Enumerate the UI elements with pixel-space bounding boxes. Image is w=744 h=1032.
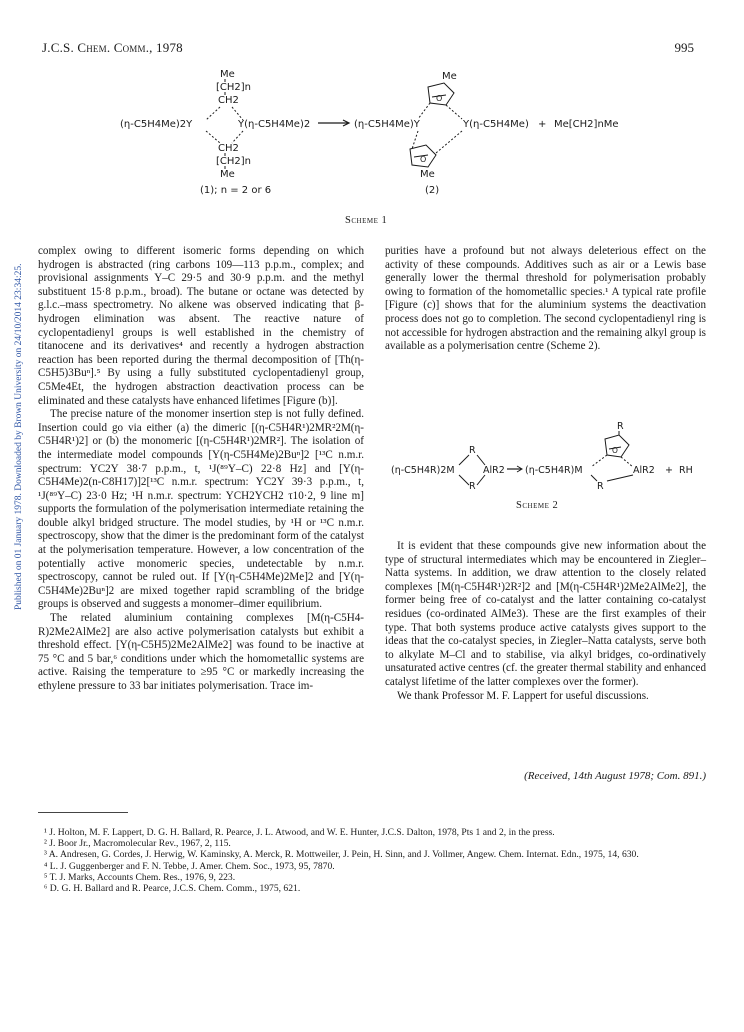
s1-top-ring-oxygen-label: O bbox=[436, 94, 443, 103]
right-paragraph-1: purities have a profound but not always deleterious effect on the activity of these compounds. Additives such as air or a Lewis base generally lower the thermal threshold for polymerisation probably owing to formation of the homometallic species.¹ A typical rate profile [Figure (c)] shows that for the aluminium systems the deactivation process does not go to completion. The second cyclopentadienyl ring is not accessible for hydrogen abstraction and the remaining alkyl group is available as a polymerisation centre (Scheme 2). bbox=[385, 245, 706, 353]
s1-left-ch2-top: CH2 bbox=[218, 95, 239, 106]
s1-compound1-label: (1); n = 2 or 6 bbox=[200, 185, 272, 196]
scheme-2-caption: Scheme 2 bbox=[516, 500, 559, 511]
scheme-1-caption: Scheme 1 bbox=[345, 215, 388, 226]
s1-left-ch2-bottom: CH2 bbox=[218, 143, 239, 154]
s1-bottom-ring-oxygen-label: O bbox=[420, 155, 427, 164]
s1-product-right: Y(η-C5H4Me) bbox=[463, 119, 529, 130]
footnote-divider bbox=[38, 812, 128, 813]
reference-3: ³ A. Andresen, G. Cordes, J. Herwig, W. Kaminsky, A. Merck, R. Mottweiler, J. Pein, H. Sinn, and J. Vollmer, Angew. Chem. Internat. Edn., 1975, 14, 630. bbox=[44, 849, 639, 861]
page-number: 995 bbox=[674, 40, 694, 55]
s2-reactant-left: (η-C5H4R)2M bbox=[391, 465, 455, 476]
s1-byproduct: Me[CH2]nMe bbox=[554, 119, 619, 130]
reference-6: ⁶ D. G. H. Ballard and R. Pearce, J.C.S. Chem. Comm., 1975, 621. bbox=[44, 883, 301, 895]
reference-2: ² J. Boor Jr., Macromolecular Rev., 1967, 2, 115. bbox=[44, 838, 231, 850]
left-column bbox=[38, 245, 364, 694]
download-notice bbox=[2, 180, 24, 660]
s2-bonds bbox=[459, 431, 633, 485]
received-note: (Received, 14th August 1978; Com. 891.) bbox=[524, 770, 706, 782]
s1-left-ligand: (η-C5H4Me)2Y bbox=[120, 119, 193, 130]
s2-product-r-top: R bbox=[617, 421, 624, 432]
s2-product-r-bottom: R bbox=[597, 481, 604, 492]
s2-ring-oxygen-label: O bbox=[612, 446, 618, 455]
s2-byproduct: RH bbox=[679, 465, 693, 476]
s2-bridge-r-top: R bbox=[469, 445, 476, 456]
s2-bridge-r-bottom: R bbox=[469, 481, 476, 492]
references bbox=[38, 827, 706, 894]
reference-4: ⁴ L. J. Guggenberger and F. N. Tebbe, J. Amer. Chem. Soc., 1973, 95, 7870. bbox=[44, 860, 335, 872]
left-paragraph-1: complex owing to different isomeric forms depending on which hydrogen is abstracted (ring carbons 109—113 p.p.m., complex; and provisional assignments Y–C 29·5 and 30·9 p.p.m. and the methyl substituent 15·8 p.p.m., broad). The butane or octane was detected by g.l.c.–mass spectrometry. No alkene was observed indicating that β-hydrogen elimination was absent. The reactive nature of cyclopentadienyl groups is well established in the chemistry of titanocene and its derivatives⁴ and recently a hydrogen abstraction reaction has been reported during the thermal decomposition of [Th(η-C5H5)3Buⁿ].⁵ By using a fully substituted cyclopentadienyl group, C5Me4Et, the hydrogen abstraction deactivation process can be eliminated and these catalysts have enhanced lifetimes [Figure (b)]. bbox=[38, 245, 364, 407]
right-column-top bbox=[385, 245, 706, 354]
s2-product-left: (η-C5H4R)M bbox=[525, 465, 583, 476]
s1-product-left: (η-C5H4Me)Y bbox=[354, 119, 420, 130]
s2-reactant-right: AlR2 bbox=[483, 465, 505, 476]
s1-reaction-arrow bbox=[318, 120, 349, 126]
reference-1: ¹ J. Holton, M. F. Lappert, D. G. H. Ballard, R. Pearce, J. L. Atwood, and W. E. Hunter, J.C.S. Dalton, 1978, Pts 1 and 2, in the press. bbox=[44, 827, 555, 838]
s1-product-bottom-me: Me bbox=[420, 169, 435, 180]
download-notice-text: Published on 01 January 1978. Downloaded by Brown University on 24/10/2014 23:34:25. bbox=[14, 263, 24, 610]
reference-5: ⁵ T. J. Marks, Accounts Chem. Res., 1976, 9, 223. bbox=[44, 871, 236, 883]
right-column-bottom bbox=[385, 540, 706, 703]
s1-product-top-me: Me bbox=[442, 71, 457, 82]
s1-plus: + bbox=[538, 119, 547, 130]
s2-plus: + bbox=[665, 465, 673, 476]
acknowledgement: We thank Professor M. F. Lappert for useful discussions. bbox=[397, 689, 649, 702]
left-paragraph-2: The precise nature of the monomer insertion step is not fully defined. Insertion could go via either (a) the dimeric [(η-C5H4R¹)2MR²2M(η-C5H4R¹)2] or (b) the monomeric [(η-C5H4R¹)2MR²]. The isolation of the intermediate model compounds [Y(η-C5H4Me)2Buⁿ]2 [¹³C n.m.r. spectrum: YC2Y 38·7 p.p.m., t, ¹J(⁸⁹Y–C) 22·8 Hz] and [Y(η-C5H4Me)2(n-C8H17)]2[¹³C n.m.r. spectrum: YC2Y 39·3 p.p.m., t, ¹J(⁸⁹Y–C) 23·0 Hz; ¹H n.m.r. spectrum: YCH2YCH2 τ10·2, 9 line m] supports the formulation of the polymerisation intermediate retaining the double alkyl bridged structure. The model studies, by ¹H or ¹³C n.m.r. spectroscopy, show that the dimer is the predominant form of the catalyst at the polymerisation temperature. However, a low concentration of the potentially active monomeric species, undetectable by n.m.r. spectroscopy, cannot be ruled out. If [Y(η-C5H4Me)2Me]2 and [Y(η-C5H4Me)2Buⁿ]2 are mixed together rapid scrambling of the bridge groups is observed and suggests a monomer–dimer equilibrium. bbox=[38, 408, 364, 611]
s1-right-ligand: Y(η-C5H4Me)2 bbox=[238, 119, 311, 130]
s1-left-ch2n-bottom: [CH2]n bbox=[216, 156, 252, 167]
right-paragraph-2: It is evident that these compounds give new information about the type of structural intermediates which may be encountered in Ziegler–Natta systems. In addition, we draw attention to the closely related complexes [M(η-C5H4R¹)2R²]2 and [M(η-C5H4R¹)2Me2AlMe2], the former being free of co-catalyst and the latter containing co-catalyst residues (co-ordinated AlMe3). These are the first examples of their type. That both systems produce active catalysts gives support to the ideas that the co-catalyst species, in Ziegler–Natta catalysts, serve both to alkylate M–Cl and to stabilise, via alkyl bridges, co-ordinatively unsaturated active centres (cf. the greater thermal stability and enhanced catalyst lifetime of the latter complexes over the former). bbox=[385, 540, 706, 688]
scheme-1-diagram bbox=[120, 65, 640, 215]
s1-left-ch2n-top: [CH2]n bbox=[216, 82, 252, 93]
running-header: J.C.S. Chem. Comm., 1978 bbox=[42, 40, 183, 55]
left-paragraph-3: The related aluminium containing complexes [M(η-C5H4-R)2Me2AlMe2] are also active polymerisation catalysts but exhibit a threshold effect. [Y(η-C5H5)2Me2AlMe2] was found to be inactive at 75 °C and 5 bar,⁶ conditions under which the homometallic systems are active. Raising the temperature to ≥95 °C or markedly increasing the ethylene pressure to 33 bar initiates polymerisation. Trace im- bbox=[38, 612, 364, 692]
s2-product-right: AlR2 bbox=[633, 465, 655, 476]
s1-left-top-me: Me bbox=[220, 69, 235, 80]
s1-left-bottom-me: Me bbox=[220, 169, 235, 180]
s1-compound2-label: (2) bbox=[425, 185, 440, 196]
